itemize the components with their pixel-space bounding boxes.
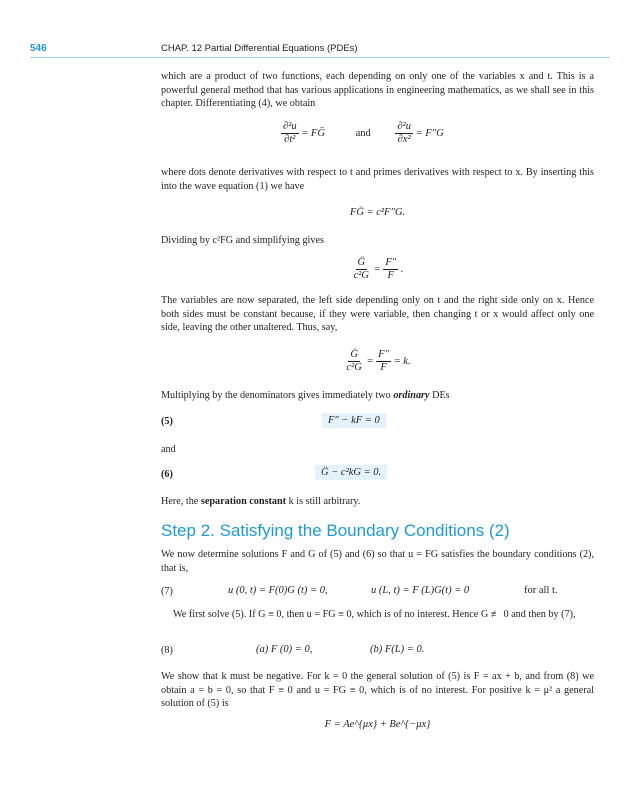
paragraph-variables-separated: The variables are now separated, the left side depending only on t and the right side only on x. Hence both sides must be constant because, if they were variable, then changing t or x would affect only one side, leaving the other unaltered. Thus, say, xyxy=(161,295,594,334)
paragraph-intro: which are a product of two functions, each depending on only one of the variables x and t. This is a powerful general method that has various applications in engineering mathematics, as we shall see in this chapter. Differentiating (4), we obtain xyxy=(161,71,594,110)
equation-6: G̈ − c²kG = 0. xyxy=(315,465,387,480)
rhs-ftt: = FG̈ xyxy=(301,127,325,139)
equation-8b: (b) F(L) = 0. xyxy=(370,644,425,655)
paragraph-where-dots: where dots denote derivatives with respect to t and primes derivatives with respect to x. By inserting this into the wave equation (1) we have xyxy=(161,167,594,192)
text: Here, the xyxy=(161,496,201,507)
word-and: and xyxy=(355,127,371,139)
equation-label-5: (5) xyxy=(161,416,173,427)
bold-separation-constant: separation constant xyxy=(200,496,287,507)
fraction-d2u-dt2 xyxy=(281,121,299,146)
period: . xyxy=(400,263,404,275)
frac-numerator: G̈ xyxy=(357,257,366,268)
equation-5: F″ − kF = 0 xyxy=(322,413,386,428)
fraction-left xyxy=(344,349,363,374)
equals-sign: = xyxy=(366,355,374,367)
equation-8a: (a) F (0) = 0, xyxy=(256,644,313,655)
paragraph-multiplying xyxy=(161,389,594,403)
paragraph-k-negative: We show that k must be negative. For k = 0 the general solution of (5) is F = ax + b, and from (8) we obtain a = b = 0, so that F ≡ 0 and u = FG ≡ 0, which is of no interest. For positive k = μ² a general solution of (5) is xyxy=(161,671,594,710)
chapter-title: CHAP. 12 Partial Differential Equations (PDEs) xyxy=(161,43,358,54)
equation-general-solution: F = Ae^{μx} + Be^{−μx} xyxy=(324,719,431,730)
fraction-left xyxy=(352,257,371,282)
equation-label-7: (7) xyxy=(161,586,173,597)
equation-label-6: (6) xyxy=(161,469,173,480)
equals-sign: = xyxy=(373,263,381,275)
equation-7-for-all: for all t. xyxy=(524,585,558,596)
fraction-right xyxy=(376,349,391,374)
page-number: 546 xyxy=(30,43,47,54)
emphasis-ordinary: ordinary xyxy=(393,390,430,401)
frac-denominator: F xyxy=(387,270,394,281)
equation-second-derivatives xyxy=(281,121,531,146)
frac-denominator: F xyxy=(380,362,387,373)
frac-numerator: F″ xyxy=(378,349,389,360)
frac-denominator: ∂x² xyxy=(397,134,411,145)
text: k is still arbitrary. xyxy=(286,496,361,507)
paragraph-determine-solutions: We now determine solutions F and G of (5) and (6) so that u = FG satisfies the boundary conditions (2), that is, xyxy=(161,549,594,574)
frac-numerator: ∂²u xyxy=(283,121,297,132)
frac-numerator: F″ xyxy=(385,257,397,268)
text: Multiplying by the denominators gives immediately two xyxy=(161,390,394,401)
equation-label-8: (8) xyxy=(161,645,173,656)
equation-7-left: u (0, t) = F(0)G (t) = 0, xyxy=(228,585,328,596)
header-rule xyxy=(30,57,610,58)
paragraph-first-solve: We first solve (5). If G ≡ 0, then u = FG ≡ 0, which is of no interest. Hence G ≢ 0 and then by (7), xyxy=(173,609,576,620)
frac-denominator: ∂t² xyxy=(284,134,296,145)
equation-wave-substituted: FG̈ = c²F″G. xyxy=(349,207,406,218)
fraction-right xyxy=(383,257,398,282)
frac-denominator: c²G xyxy=(346,362,362,373)
equals-k: = k. xyxy=(393,355,411,367)
equation-divided xyxy=(161,257,594,282)
equation-separation-constant xyxy=(161,349,594,374)
frac-denominator: c²G xyxy=(353,270,369,281)
frac-numerator: G̈ xyxy=(350,349,358,360)
fraction-d2u-dx2 xyxy=(395,121,413,146)
paragraph-separation-constant xyxy=(161,495,594,509)
section-heading-step-2: Step 2. Satisfying the Boundary Conditions (2) xyxy=(161,521,510,540)
word-and: and xyxy=(161,444,176,455)
equation-7-right: u (L, t) = F (L)G(t) = 0 xyxy=(371,585,470,596)
rhs-fxx: = F″G xyxy=(415,127,444,139)
paragraph-dividing: Dividing by c²FG and simplifying gives xyxy=(161,235,324,246)
frac-numerator: ∂²u xyxy=(397,121,411,132)
text: DEs xyxy=(429,390,450,401)
